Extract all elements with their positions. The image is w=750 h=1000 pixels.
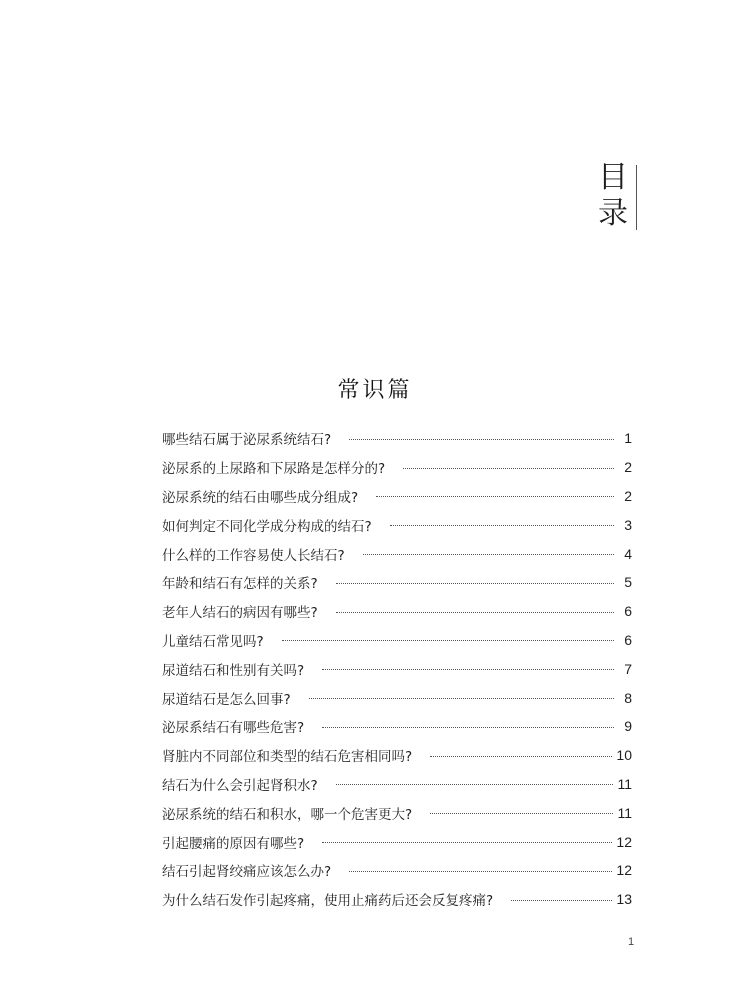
toc-entry-page: 5 xyxy=(624,574,632,591)
toc-entry-page: 11 xyxy=(617,804,632,821)
toc-entry[interactable] xyxy=(162,654,632,683)
toc-entry-page: 10 xyxy=(616,747,632,764)
toc-entry[interactable] xyxy=(162,482,632,511)
toc-entry-page: 1 xyxy=(624,430,632,447)
toc-entry-title: 老年人结石的病因有哪些? xyxy=(162,605,318,622)
toc-heading xyxy=(598,160,628,232)
dot-leader xyxy=(336,784,614,785)
toc-entry-page: 4 xyxy=(624,545,632,562)
toc-entry[interactable] xyxy=(162,741,632,770)
toc-entry-title: 尿道结石是怎么回事? xyxy=(162,691,291,708)
toc-entry-page: 2 xyxy=(624,487,632,504)
toc-entry-title: 年龄和结石有怎样的关系? xyxy=(162,576,318,593)
toc-entry[interactable] xyxy=(162,856,632,885)
dot-leader xyxy=(322,727,614,728)
toc-entry-title: 结石为什么会引起肾积水? xyxy=(162,777,318,794)
toc-entry-title: 什么样的工作容易使人长结石? xyxy=(162,547,345,564)
toc-entry[interactable] xyxy=(162,626,632,655)
dot-leader xyxy=(403,468,614,469)
dot-leader xyxy=(349,439,614,440)
toc-entry-page: 6 xyxy=(624,603,632,620)
toc-entry-title: 如何判定不同化学成分构成的结石? xyxy=(162,518,372,535)
toc-entry-page: 7 xyxy=(624,660,632,677)
toc-entry[interactable] xyxy=(162,424,632,453)
dot-leader xyxy=(322,669,614,670)
dot-leader xyxy=(511,900,612,901)
toc-entry[interactable] xyxy=(162,827,632,856)
toc-entry-page: 2 xyxy=(624,459,632,476)
toc-entry-title: 为什么结石发作引起疼痛，使用止痛药后还会反复疼痛? xyxy=(162,893,494,910)
toc-entry-title: 结石引起肾绞痛应该怎么办? xyxy=(162,864,332,881)
dot-leader xyxy=(282,640,614,641)
toc-entry[interactable] xyxy=(162,712,632,741)
toc-entry-title: 引起腰痛的原因有哪些? xyxy=(162,835,305,852)
toc-entry[interactable] xyxy=(162,683,632,712)
toc-entry[interactable] xyxy=(162,885,632,914)
toc-entry[interactable] xyxy=(162,510,632,539)
toc-entry[interactable] xyxy=(162,539,632,568)
toc-entry-page: 3 xyxy=(624,516,632,533)
toc-entry-page: 6 xyxy=(624,631,632,648)
toc-heading-char-2: 录 xyxy=(598,196,628,231)
toc-entry[interactable] xyxy=(162,568,632,597)
toc-entry-page: 8 xyxy=(624,689,632,706)
toc-entry-page: 12 xyxy=(616,833,632,850)
dot-leader xyxy=(390,525,614,526)
toc-entry-page: 12 xyxy=(616,862,632,879)
toc-entry-title: 泌尿系统的结石由哪些成分组成? xyxy=(162,489,359,506)
toc-entry-title: 泌尿系结石有哪些危害? xyxy=(162,720,305,737)
dot-leader xyxy=(349,871,612,872)
toc-entry[interactable] xyxy=(162,770,632,799)
toc-entry-page: 13 xyxy=(616,891,632,908)
toc-list xyxy=(162,424,632,914)
toc-entry-title: 尿道结石和性别有关吗? xyxy=(162,662,305,679)
dot-leader xyxy=(336,583,614,584)
dot-leader xyxy=(430,756,612,757)
toc-entry-title: 哪些结石属于泌尿系统结石? xyxy=(162,432,332,449)
toc-entry-page: 9 xyxy=(624,718,632,735)
dot-leader xyxy=(376,496,614,497)
toc-entry-title: 泌尿系统的结石和积水，哪一个危害更大? xyxy=(162,806,413,823)
heading-vertical-rule xyxy=(636,165,637,230)
dot-leader xyxy=(309,698,614,699)
dot-leader xyxy=(322,842,612,843)
dot-leader xyxy=(336,612,614,613)
toc-entry-title: 肾脏内不同部位和类型的结石危害相同吗? xyxy=(162,749,413,766)
toc-entry-title: 泌尿系的上尿路和下尿路是怎样分的? xyxy=(162,461,386,478)
dot-leader xyxy=(430,813,613,814)
toc-entry[interactable] xyxy=(162,798,632,827)
toc-heading-char-1: 目 xyxy=(598,160,628,195)
dot-leader xyxy=(363,554,614,555)
page-number: 1 xyxy=(628,936,635,948)
toc-entry[interactable] xyxy=(162,597,632,626)
toc-entry-title: 儿童结石常见吗? xyxy=(162,633,264,650)
toc-entry-page: 11 xyxy=(617,775,632,792)
section-title: 常识篇 xyxy=(337,378,413,403)
toc-entry[interactable] xyxy=(162,453,632,482)
